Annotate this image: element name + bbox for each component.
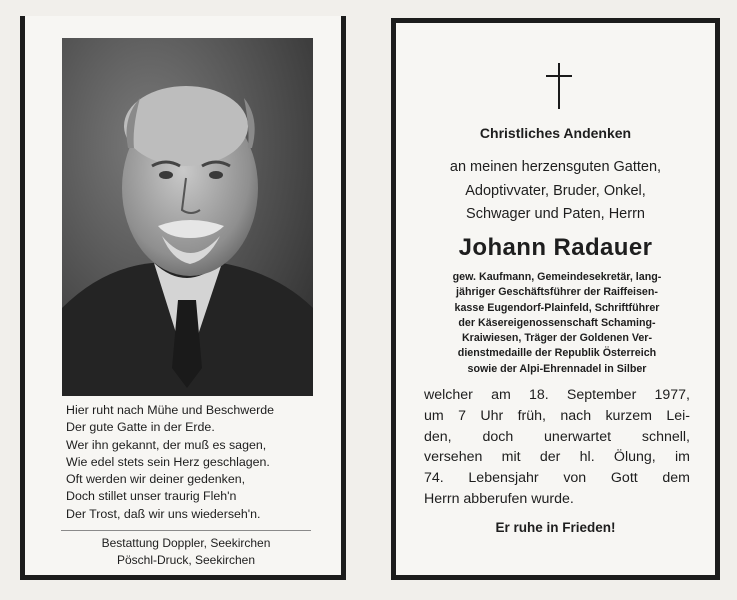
verse-line: Wer ihn gekannt, der muß es sagen, (66, 437, 267, 452)
dedication-line: Adoptivvater, Bruder, Onkel, (465, 182, 646, 199)
detail-line: welcher am 18. September 1977, (424, 387, 690, 403)
title-line: der Käsereigenossenschaft Schaming- (458, 316, 656, 329)
dedication-line: an meinen herzensguten Gatten, (449, 159, 662, 175)
credits-divider (61, 530, 311, 531)
right-card (391, 18, 720, 580)
cross-icon (544, 61, 574, 111)
heading: Christliches Andenken (479, 125, 632, 141)
titles-block (423, 270, 691, 377)
closing-blessing: Er ruhe in Frieden! (495, 520, 616, 535)
printer-credits (61, 535, 311, 569)
dedication-line: Schwager und Paten, Herrn (466, 206, 645, 222)
memorial-verse (66, 402, 336, 523)
title-line: jähriger Geschäftsführer der Raiffeisen- (456, 286, 658, 299)
title-line: dienstmedaille der Republik Österreich (457, 347, 657, 360)
verse-line: Der Trost, daß wir uns wiederseh'n. (66, 506, 261, 521)
death-details (424, 385, 690, 510)
deceased-name: Johann Radauer (458, 234, 653, 261)
portrait-photo (62, 38, 313, 396)
verse-line: Wie edel stets sein Herz geschlagen. (66, 454, 270, 469)
verse-line: Hier ruht nach Mühe und Beschwerde (66, 403, 275, 417)
credit-line: Pöschl-Druck, Seekirchen (116, 553, 256, 567)
credit-line: Bestattung Doppler, Seekirchen (101, 536, 271, 550)
verse-line: Oft werden wir deiner gedenken, (66, 472, 246, 487)
title-line: sowie der Alpi-Ehrennadel in Silber (467, 362, 647, 375)
left-card (20, 16, 346, 580)
title-line: kasse Eugendorf-Plainfeld, Schriftführer (454, 301, 660, 314)
detail-line: versehen mit der hl. Ölung, im (424, 449, 690, 466)
detail-line: den, doch unerwartet schnell, (424, 428, 690, 445)
portrait-image (62, 38, 313, 396)
verse-line: Der gute Gatte in der Erde. (66, 420, 215, 435)
title-line: Kraiwiesen, Träger der Goldenen Ver- (461, 332, 653, 345)
verse-line: Doch stillet unser traurig Fleh'n (66, 489, 237, 504)
detail-line: um 7 Uhr früh, nach kurzem Lei- (424, 407, 690, 424)
detail-line: Herrn abberufen wurde. (424, 490, 574, 507)
title-line: gew. Kaufmann, Gemeindesekretär, lang- (452, 271, 662, 283)
dedication (396, 156, 715, 227)
detail-line: 74. Lebensjahr von Gott dem (424, 470, 690, 487)
